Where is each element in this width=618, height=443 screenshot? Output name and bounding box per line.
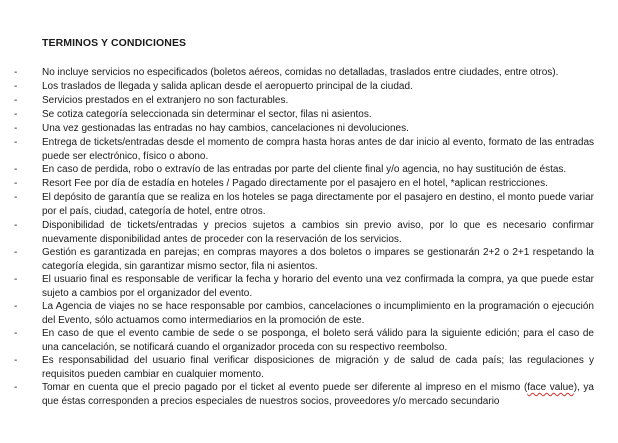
- bullet-dash: -: [14, 382, 18, 393]
- term-text: Se cotiza categoría seleccionada sin determinar el sector, filas ni asientos.: [42, 109, 372, 120]
- term-text: Disponibilidad de tickets/entradas y precios sujetos a cambios sin previo aviso, por lo que es necesario confirmar nuevamente disponibilidad antes de proceder con la reservación de los servicios.: [42, 220, 594, 245]
- term-text: El depósito de garantía que se realiza en los hoteles se paga directamente por el pasajero en destino, el monto puede variar por el país, ciudad, categoría de hotel, entre otros.: [42, 192, 594, 217]
- term-text: No incluye servicios no especificados (boletos aéreos, comidas no detalladas, traslados entre ciudades, entre otros).: [42, 67, 559, 78]
- term-text: Servicios prestados en el extranjero no son facturables.: [42, 95, 289, 106]
- term-text: Los traslados de llegada y salida aplican desde el aeropuerto principal de la ciudad.: [42, 81, 413, 92]
- bullet-dash: -: [14, 301, 18, 312]
- bullet-dash: -: [14, 178, 18, 189]
- bullet-dash: -: [14, 95, 18, 106]
- bullet-dash: -: [14, 274, 18, 285]
- term-text: Entrega de tickets/entradas desde el momento de compra hasta horas antes de dar inicio al evento, formato de las entradas puede ser electrónico, físico o abono.: [42, 137, 594, 162]
- term-text: Resort Fee por día de estadía en hoteles / Pagado directamente por el pasajero en el hotel, *aplican restricciones.: [42, 178, 548, 189]
- term-text: En caso de que el evento cambie de sede o se posponga, el boleto será válido para la siguiente edición; para el caso de una cancelación, se notificará cuando el organizador proceda con su respectivo reembolso.: [42, 328, 594, 353]
- term-text: [42, 381, 594, 408]
- bullet-dash: -: [14, 220, 18, 231]
- term-text: El usuario final es responsable de verificar la fecha y horario del evento una vez confirmada la compra, ya que puede estar sujeto a cambios por el organizador del evento.: [42, 274, 594, 299]
- term-text: Gestión es garantizada en parejas; en compras mayores a dos boletos o impares se gestionarán 2+2 o 2+1 respetando la categoría elegida, sin garantizar mismo sector, fila ni asientos.: [42, 247, 594, 272]
- term-text: Es responsabilidad del usuario final verificar disposiciones de migración y de salud de cada país; las regulaciones y requisitos pueden cambiar en cualquier momento.: [42, 355, 594, 380]
- term-text: En caso de perdida, robo o extravío de las entradas por parte del cliente final y/o agencia, no hay sustitución de éstas.: [42, 164, 567, 175]
- bullet-dash: -: [14, 355, 18, 366]
- document-title: TERMINOS Y CONDICIONES: [42, 37, 187, 49]
- term-text-part: ), ya que éstas corresponden a precios especiales de nuestros socios, proveedores y/o mercado secundario: [42, 382, 594, 407]
- spellcheck-flagged-text: face value: [527, 382, 574, 393]
- term-text: Una vez gestionadas las entradas no hay cambios, cancelaciones ni devoluciones.: [42, 123, 409, 134]
- bullet-dash: -: [14, 164, 18, 175]
- term-text: La Agencia de viajes no se hace responsable por cambios, cancelaciones o incumplimiento en la programación o ejecución del Evento, sólo actuamos como intermediarios en la promoción de este.: [42, 301, 594, 326]
- bullet-dash: -: [14, 67, 18, 78]
- term-text-part: Tomar en cuenta que el precio pagado por el ticket al evento puede ser diferente al impreso en el mismo (: [42, 382, 528, 393]
- bullet-dash: -: [14, 109, 18, 120]
- bullet-dash: -: [14, 247, 18, 258]
- bullet-dash: -: [14, 192, 18, 203]
- bullet-dash: -: [14, 123, 18, 134]
- bullet-dash: -: [14, 328, 18, 339]
- bullet-dash: -: [14, 81, 18, 92]
- bullet-dash: -: [14, 137, 18, 148]
